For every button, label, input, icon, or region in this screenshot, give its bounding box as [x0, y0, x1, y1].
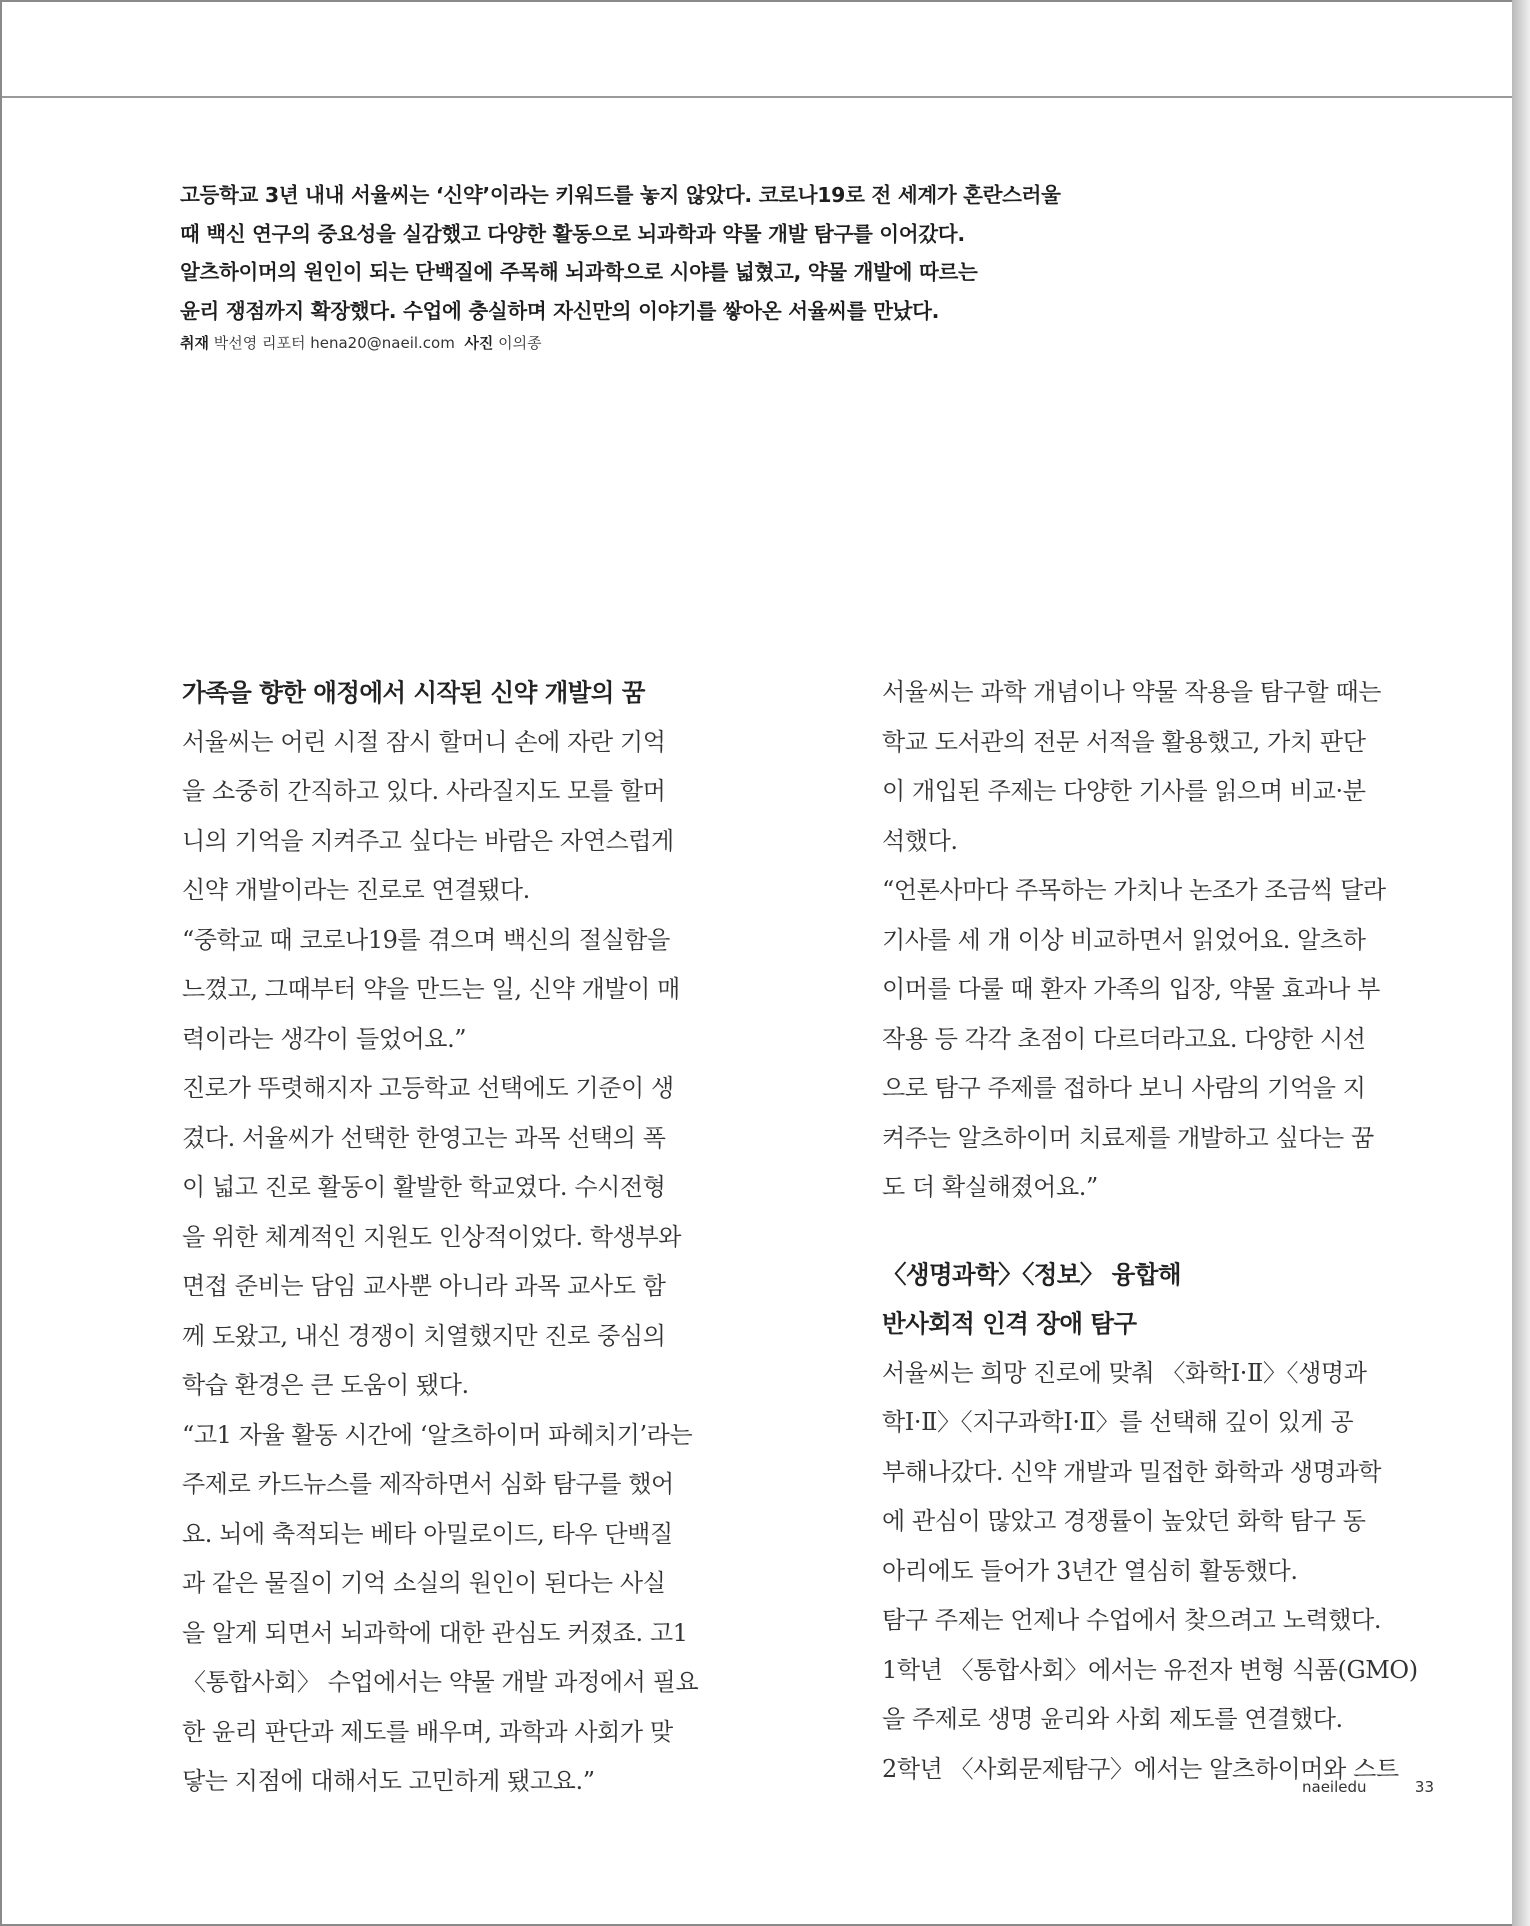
body-line: 학Ⅰ·Ⅱ〉〈지구과학Ⅰ·Ⅱ〉를 선택해 깊이 있게 공: [882, 1408, 1354, 1436]
body-line: 을 위한 체계적인 지원도 인상적이었다. 학생부와: [182, 1222, 682, 1251]
body-line: 요. 뇌에 축적되는 베타 아밀로이드, 타우 단백질: [182, 1519, 673, 1548]
body-line: 께 도왔고, 내신 경쟁이 치열했지만 진로 중심의: [182, 1321, 666, 1350]
body-line: 한 윤리 판단과 제도를 배우며, 과학과 사회가 맞: [182, 1717, 673, 1746]
lead-line: 윤리 쟁점까지 확장했다. 수업에 충실하며 자신만의 이야기를 쌓아온 서율씨를 만났다.: [180, 298, 940, 323]
body-line: 주제로 카드뉴스를 제작하면서 심화 탐구를 했어: [182, 1470, 674, 1498]
body-line: 니의 기억을 지켜주고 싶다는 바람은 자연스럽게: [182, 826, 674, 855]
body-line: 학교 도서관의 전문 서적을 활용했고, 가치 판단: [882, 727, 1366, 756]
section-spacer: [882, 1213, 1442, 1250]
body-line: 으로 탐구 주제를 접하다 보니 사람의 기억을 지: [882, 1074, 1366, 1102]
body-line: “언론사마다 주목하는 가치나 논조가 조금씩 달라: [882, 876, 1386, 904]
body-line: 과 같은 물질이 기억 소실의 원인이 된다는 사실: [182, 1569, 666, 1597]
left-column: [182, 668, 742, 1807]
interview-text: 박선영 리포터 hena20@naeil.com: [213, 334, 455, 352]
body-line: 이 개입된 주제는 다양한 기사를 읽으며 비교·분: [882, 777, 1366, 805]
lead-line: 고등학교 3년 내내 서율씨는 ‘신약’이라는 키워드를 놓지 않았다. 코로나19로 전 세계가 혼란스러울: [180, 183, 1061, 207]
body-line: 아리에도 들어가 3년간 열심히 활동했다.: [882, 1556, 1298, 1585]
body-line: 서율씨는 희망 진로에 맞춰 〈화학Ⅰ·Ⅱ〉〈생명과: [882, 1358, 1367, 1387]
right-column: [882, 668, 1442, 1794]
byline: [180, 332, 542, 353]
page-edge-shadow: [1512, 0, 1530, 1926]
page-number: 33: [1414, 1778, 1434, 1796]
lead-line: 알츠하이머의 원인이 되는 단백질에 주목해 뇌과학으로 시야를 넓혔고, 약물 개발에 따르는: [180, 260, 978, 284]
header-rule: [2, 96, 1514, 98]
body-line: 서율씨는 과학 개념이나 약물 작용을 탐구할 때는: [882, 678, 1382, 706]
body-line: 작용 등 각각 초점이 다르더라고요. 다양한 시선: [882, 1024, 1366, 1053]
interview-label: 취재: [180, 334, 209, 352]
body-line: 서율씨는 어린 시절 잠시 할머니 손에 자란 기억: [182, 727, 666, 756]
body-line: 겼다. 서율씨가 선택한 한영고는 과목 선택의 폭: [182, 1123, 666, 1152]
page-footer: [1302, 1778, 1434, 1796]
section-heading: 〈생명과학〉〈정보〉 융합해: [882, 1259, 1181, 1289]
body-line: 학습 환경은 큰 도움이 됐다.: [182, 1371, 469, 1399]
body-line: 진로가 뚜렷해지자 고등학교 선택에도 기준이 생: [182, 1074, 674, 1102]
lead-paragraph: [180, 176, 1190, 330]
body-line: 신약 개발이라는 진로로 연결됐다.: [182, 876, 530, 904]
body-line: 닿는 지점에 대해서도 고민하게 됐고요.”: [182, 1767, 595, 1795]
body-line: “고1 자율 활동 시간에 ‘알츠하이머 파헤치기’라는: [182, 1420, 693, 1449]
body-line: 에 관심이 많았고 경쟁률이 높았던 화학 탐구 동: [882, 1507, 1366, 1535]
body-line: 〈통합사회〉 수업에서는 약물 개발 과정에서 필요: [182, 1668, 699, 1696]
body-line: 도 더 확실해졌어요.”: [882, 1173, 1098, 1201]
body-line: 2학년 〈사회문제탐구〉에서는 알츠하이머와 스트: [882, 1754, 1399, 1783]
body-line: 을 알게 되면서 뇌과학에 대한 관심도 커졌죠. 고1: [182, 1618, 688, 1647]
body-line: 켜주는 알츠하이머 치료제를 개발하고 싶다는 꿈: [882, 1123, 1374, 1152]
body-line: 이머를 다룰 때 환자 가족의 입장, 약물 효과나 부: [882, 975, 1380, 1003]
section-heading: 가족을 향한 애정에서 시작된 신약 개발의 꿈: [182, 678, 645, 707]
photo-label: 사진: [464, 334, 494, 352]
body-line: 1학년 〈통합사회〉에서는 유전자 변형 식품(GMO): [882, 1655, 1418, 1684]
body-line: 을 주제로 생명 윤리와 사회 제도를 연결했다.: [882, 1705, 1343, 1733]
body-line: 탐구 주제는 언제나 수업에서 찾으려고 노력했다.: [882, 1606, 1382, 1634]
body-line: 면접 준비는 담임 교사뿐 아니라 과목 교사도 함: [182, 1272, 666, 1300]
body-line: 느꼈고, 그때부터 약을 만드는 일, 신약 개발이 매: [182, 975, 680, 1003]
body-line: “중학교 때 코로나19를 겪으며 백신의 절실함을: [182, 925, 670, 954]
photo-text: 이의종: [498, 334, 542, 352]
footer-brand: naeiledu: [1302, 1778, 1367, 1796]
body-line: 력이라는 생각이 들었어요.”: [182, 1024, 467, 1053]
body-line: 석했다.: [882, 826, 958, 855]
body-line: 이 넓고 진로 활동이 활발한 학교였다. 수시전형: [182, 1173, 666, 1201]
lead-line: 때 백신 연구의 중요성을 실감했고 다양한 활동으로 뇌과학과 약물 개발 탐구를 이어갔다.: [180, 221, 965, 246]
body-line: 기사를 세 개 이상 비교하면서 읽었어요. 알츠하: [882, 925, 1366, 954]
body-line: 을 소중히 간직하고 있다. 사라질지도 모를 할머: [182, 777, 666, 805]
body-line: 부해나갔다. 신약 개발과 밀접한 화학과 생명과학: [882, 1457, 1382, 1486]
section-heading: 반사회적 인격 장애 탐구: [882, 1309, 1137, 1338]
